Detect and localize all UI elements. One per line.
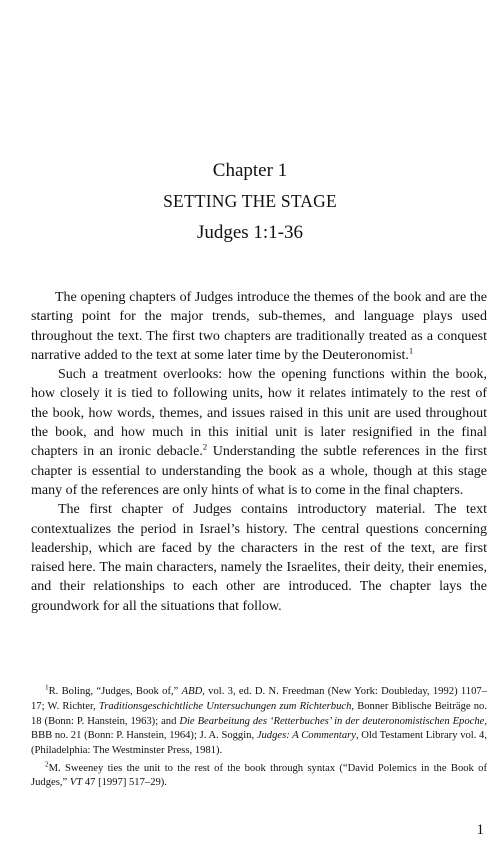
footnote-2-vt: VT bbox=[69, 777, 83, 789]
page-number: 1 bbox=[476, 822, 484, 838]
footnote-1-mark: 1 bbox=[45, 683, 49, 692]
footnotes bbox=[31, 685, 487, 794]
footnote-1-bearbeitung-title: Die Bearbeitung des ‘Retterbuches’ in der deuteronomistischen Epoche bbox=[179, 715, 485, 727]
paragraph-2 bbox=[31, 365, 487, 500]
footnote-1-text-b: , vol. 3, ed. D. N. Freedman (New York: Doubleday, 1992) 1107–17; W. Richter, bbox=[31, 686, 487, 712]
footnote-1 bbox=[31, 685, 487, 759]
paragraph-1-text: The opening chapters of Judges introduce the themes of the book and are the starting point for the major trends, sub-themes, and language plays used throughout the text. The first two chapters are traditionally treated as a conquest narrative added to the text at some later time by the Deuteronomist. bbox=[31, 290, 487, 363]
chapter-number: Chapter 1 bbox=[212, 160, 288, 181]
paragraph-1 bbox=[31, 288, 487, 365]
footnote-1-text-e: , Old Testament Library vol. 4, (Philadelphia: The Westminster Press, 1981). bbox=[31, 730, 488, 757]
body-text bbox=[31, 288, 487, 616]
footnote-1-text-c: , Bonner Biblische Beiträge no. 18 (Bonn: P. Hanstein, 1963); and bbox=[31, 700, 487, 727]
footnote-ref-2: 2 bbox=[202, 441, 208, 452]
chapter-title: SETTING THE STAGE bbox=[163, 191, 337, 211]
footnote-1-text-d: , BBB no. 21 (Bonn: P. Hanstein, 1964); J. A. Soggin, bbox=[31, 715, 487, 742]
footnote-2 bbox=[31, 762, 487, 792]
footnote-1-abd: ABD bbox=[181, 686, 203, 697]
paragraph-3 bbox=[31, 500, 487, 616]
footnote-1-text-a: R. Boling, “Judges, Book of,” bbox=[48, 686, 182, 697]
footnote-1-richter-title: Traditionsgeschichtliche Untersuchungen zum Richterbuch bbox=[98, 700, 352, 712]
footnote-2-mark: 2 bbox=[45, 760, 49, 769]
paragraph-3-text: The first chapter of Judges contains introductory material. The text contextualizes the period in Israel’s history. The central questions concerning leadership, which are faced by the characters in the rest of the text, are first raised here. The main characters, namely the Israelites, their deity, their enemies, and their relationships to each other are introduced. The chapter lays the groundwork for all the situations that follow. bbox=[31, 502, 487, 614]
footnote-2-text-a: M. Sweeney ties the unit to the rest of the book through syntax (“David Polemics in the Book of Judges,” bbox=[31, 762, 487, 789]
footnote-1-soggin-title: Judges: A Commentary bbox=[256, 730, 356, 742]
footnote-ref-1: 1 bbox=[408, 345, 414, 356]
paragraph-2-text-a: Such a treatment overlooks: how the opening functions within the book, how closely it is tied to following units, how it relates intimately to the rest of the book, how words, themes, and issues raised in this unit are used throughout the book, and how much in this initial unit is later resignified in the final chapters in an ironic debacle. bbox=[31, 367, 487, 460]
paragraph-2-text-b: Understanding the subtle references in the first chapter is essential to understanding the book as a whole, though at this stage many of the references are only hints of what is to come in the final chapters. bbox=[31, 444, 487, 498]
footnote-2-text-b: 47 [1997] 517–29). bbox=[82, 777, 167, 789]
scripture-reference: Judges 1:1-36 bbox=[196, 222, 304, 243]
